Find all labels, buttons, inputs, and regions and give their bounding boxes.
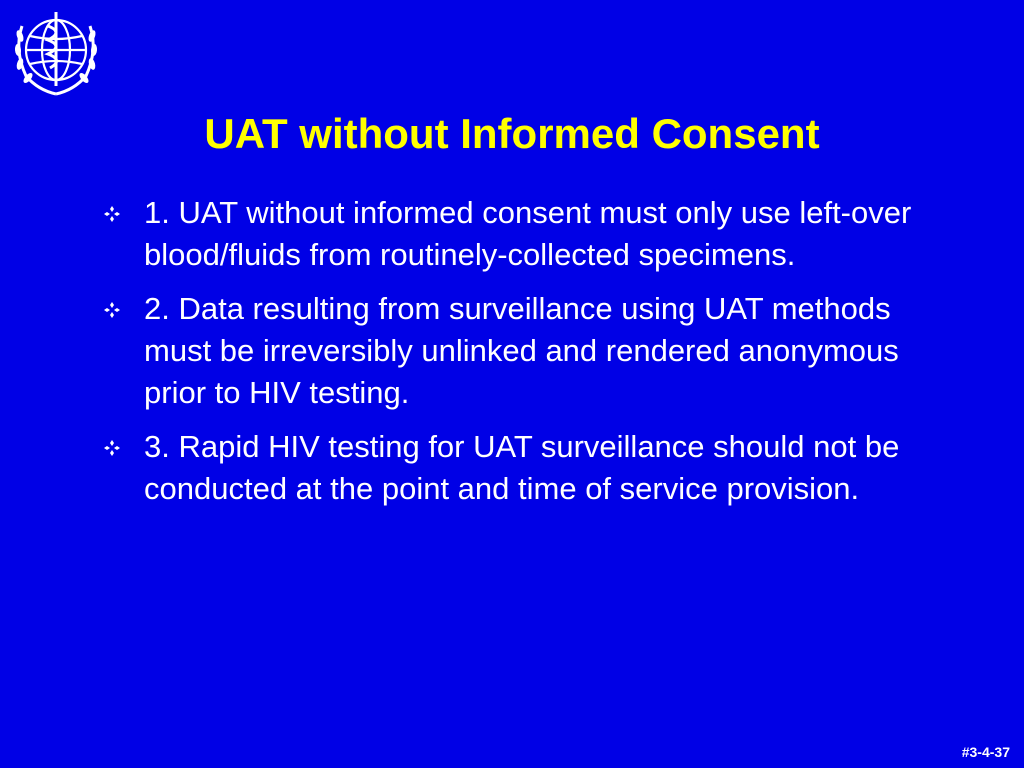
bullet-text: 2. Data resulting from surveillance using UAT methods must be irreversibly unlinked and rendered anonymous prior to HIV testing. xyxy=(144,291,899,410)
slide-title: UAT without Informed Consent xyxy=(204,110,820,157)
four-diamond-bullet-icon xyxy=(104,206,120,222)
bullet-list xyxy=(104,192,964,522)
bullet-text: 3. Rapid HIV testing for UAT surveillance should not be conducted at the point and time of service provision. xyxy=(144,429,900,506)
bullet-text: 1. UAT without informed consent must only use left-over blood/fluids from routinely-collected specimens. xyxy=(144,195,912,272)
four-diamond-bullet-icon xyxy=(104,302,120,318)
four-diamond-bullet-icon xyxy=(104,440,120,456)
slide-number: #3-4-37 xyxy=(961,744,1010,760)
who-emblem-icon xyxy=(8,6,104,100)
list-item xyxy=(104,426,964,510)
list-item xyxy=(104,192,964,276)
list-item xyxy=(104,288,964,414)
